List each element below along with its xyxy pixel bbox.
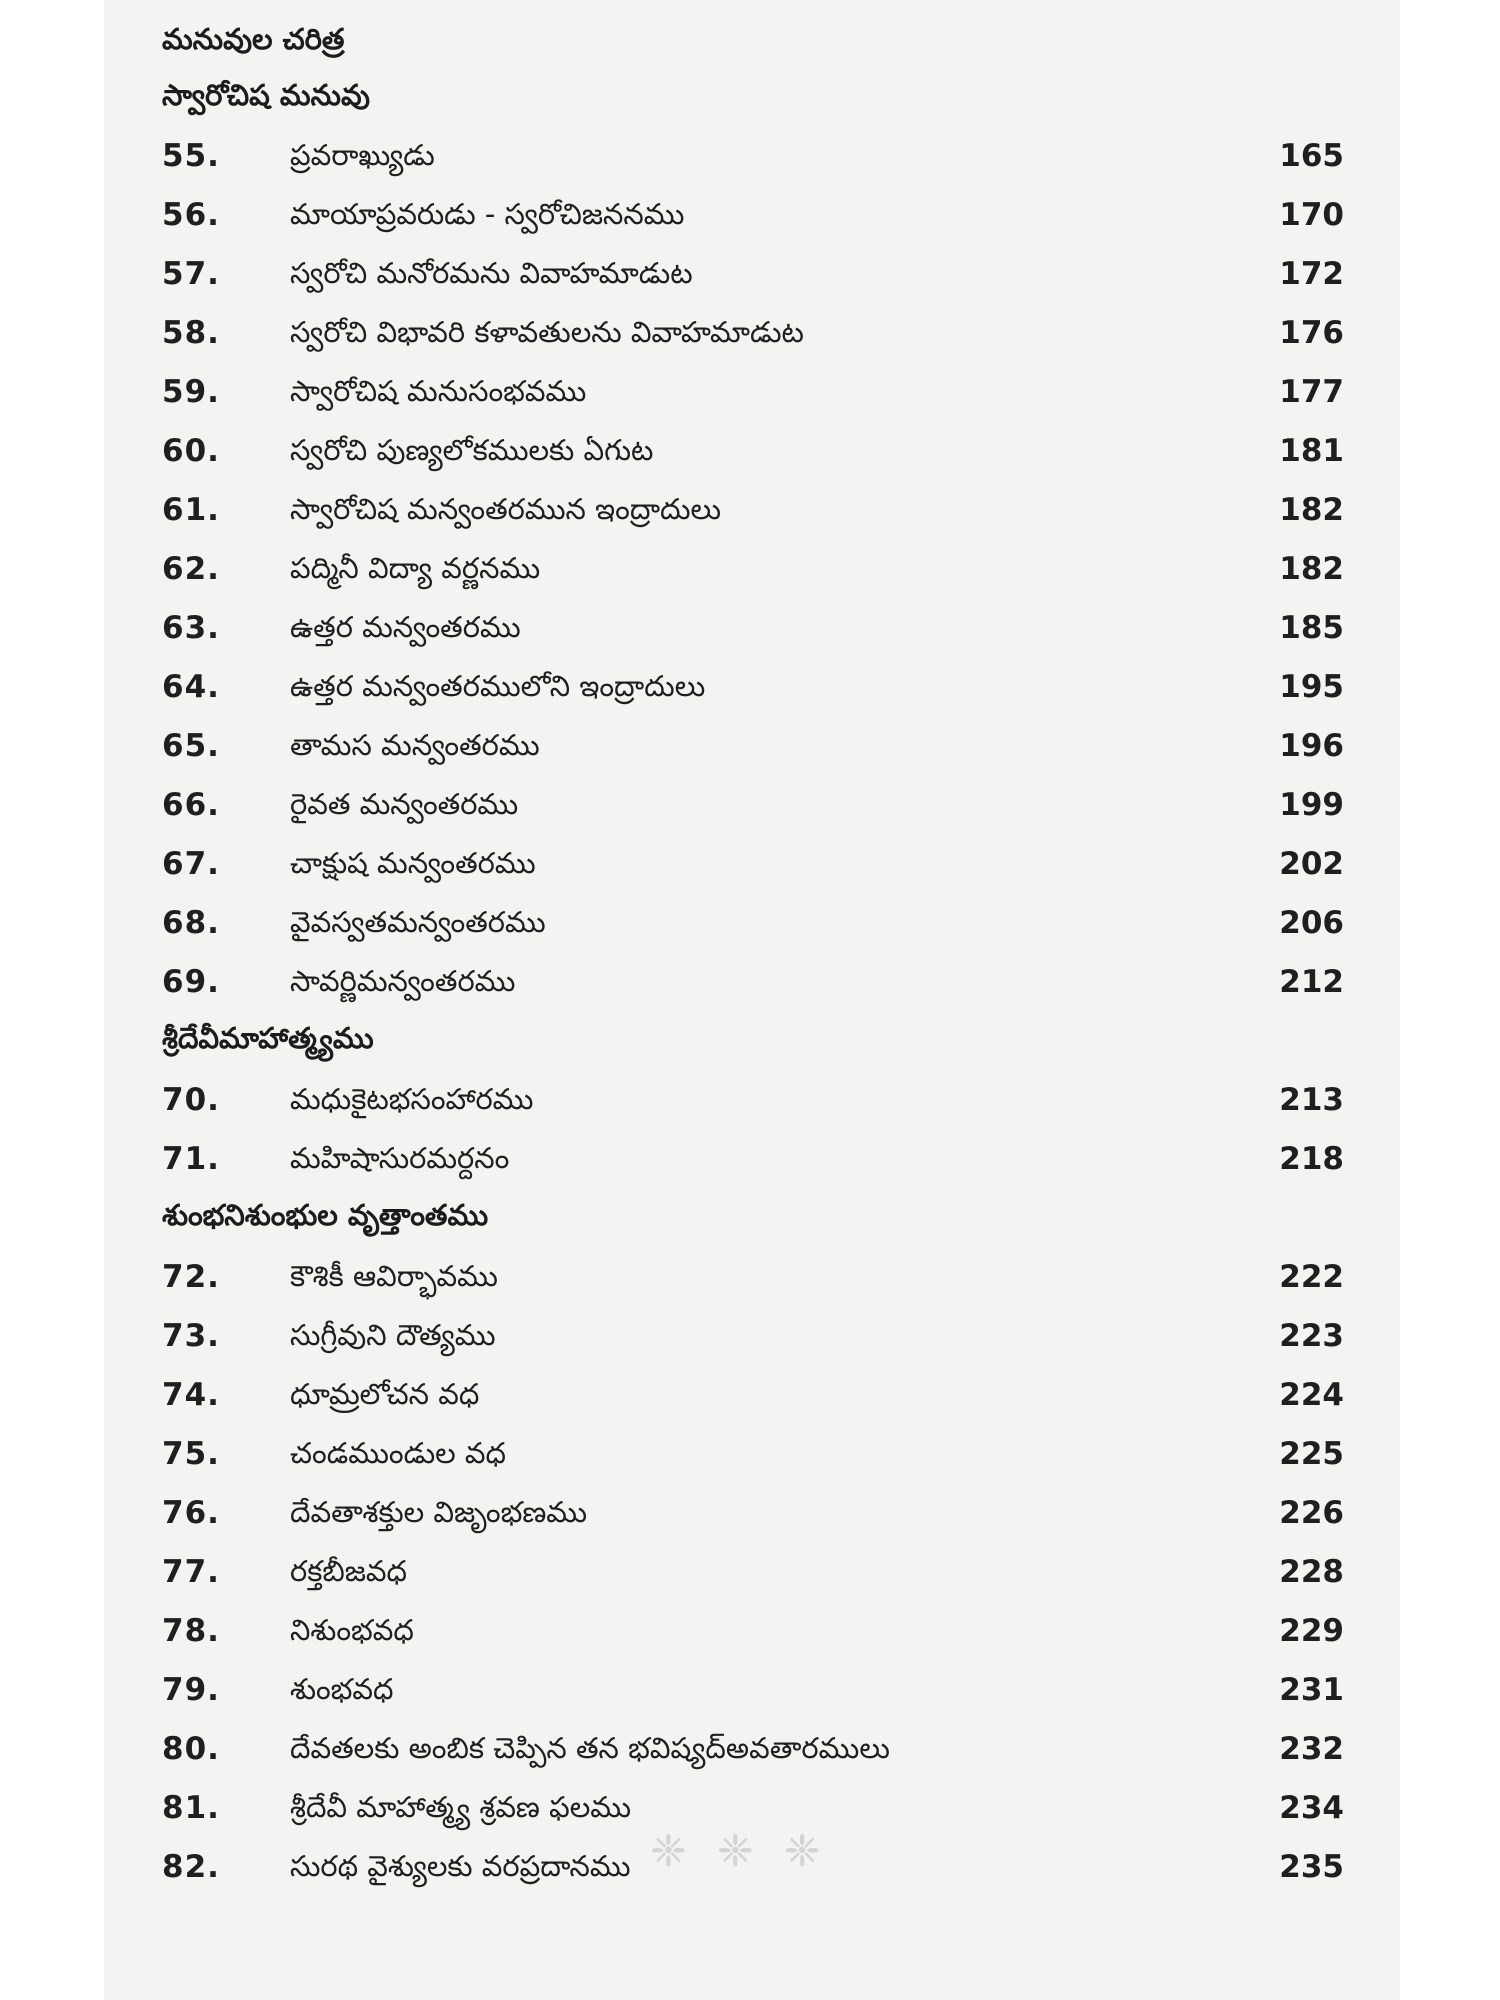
- entry-title: స్వారోచిష మన్వంతరమున ఇంద్రాదులు: [290, 492, 722, 526]
- section-heading-swarochisha: స్వారోచిష మనువు: [162, 78, 370, 112]
- entry-title: స్వరోచి పుణ్యలోకములకు ఏగుట: [290, 433, 654, 467]
- entry-title: వైవస్వతమన్వంతరము: [290, 905, 546, 939]
- entry-number: 78.: [162, 1613, 220, 1649]
- entry-number: 60.: [162, 433, 220, 469]
- section-heading-shumbha: శుంభనిశుంభుల వృత్తాంతము: [162, 1198, 489, 1232]
- entry-page: 235: [1279, 1849, 1344, 1885]
- entry-page: 206: [1279, 905, 1344, 941]
- entry-page: 218: [1279, 1141, 1344, 1177]
- entry-page: 213: [1279, 1082, 1344, 1118]
- toc-row: [104, 958, 1400, 1017]
- toc-row: [104, 1607, 1400, 1666]
- entry-page: 170: [1279, 197, 1344, 233]
- entry-page: 165: [1279, 138, 1344, 174]
- entry-number: 62.: [162, 551, 220, 587]
- section-heading-manuvula: మనువుల చరిత్ర: [162, 22, 345, 56]
- toc-row: [104, 1312, 1400, 1371]
- entry-number: 81.: [162, 1790, 220, 1826]
- entry-page: 224: [1279, 1377, 1344, 1413]
- entry-number: 58.: [162, 315, 220, 351]
- entry-number: 65.: [162, 728, 220, 764]
- entry-title: సావర్ణిమన్వంతరము: [290, 964, 516, 998]
- entry-number: 75.: [162, 1436, 220, 1472]
- entry-page: 225: [1279, 1436, 1344, 1472]
- entry-title: శుంభవధ: [290, 1672, 394, 1706]
- entry-page: 185: [1279, 610, 1344, 646]
- toc-row: [104, 486, 1400, 545]
- entry-title: మాయాప్రవరుడు - స్వరోచిజననము: [290, 197, 685, 231]
- toc-row: [104, 1430, 1400, 1489]
- toc-row: [104, 899, 1400, 958]
- entry-title: ధూమ్రలోచన వధ: [290, 1377, 480, 1411]
- toc-row: [104, 663, 1400, 722]
- ornament-mark: ❈ ❈ ❈: [650, 1826, 829, 1877]
- toc-row: [104, 191, 1400, 250]
- entry-page: 222: [1279, 1259, 1344, 1295]
- entry-number: 57.: [162, 256, 220, 292]
- section-heading-devi: శ్రీదేవీమాహాత్మ్యము: [162, 1021, 374, 1055]
- entry-page: 176: [1279, 315, 1344, 351]
- toc-row: [104, 545, 1400, 604]
- entry-page: 231: [1279, 1672, 1344, 1708]
- entry-title: రక్తబీజవధ: [290, 1554, 407, 1588]
- entry-number: 70.: [162, 1082, 220, 1118]
- toc-row: [104, 1135, 1400, 1194]
- entry-title: దేవతలకు అంబిక చెప్పిన తన భవిష్యద్అవతారములు: [290, 1731, 890, 1765]
- toc-row: [104, 781, 1400, 840]
- toc-row: [104, 1253, 1400, 1312]
- entry-title: స్వారోచిష మనుసంభవము: [290, 374, 587, 408]
- entry-title: ఉత్తర మన్వంతరము: [290, 610, 521, 644]
- toc-row: [104, 250, 1400, 309]
- toc-row: [104, 427, 1400, 486]
- entry-title: స్వరోచి విభావరి కళావతులను వివాహమాడుట: [290, 315, 804, 349]
- toc-row: [104, 309, 1400, 368]
- entry-page: 182: [1279, 551, 1344, 587]
- entry-number: 59.: [162, 374, 220, 410]
- entry-number: 61.: [162, 492, 220, 528]
- entry-title: సురథ వైశ్యులకు వరప్రదానము: [290, 1849, 631, 1883]
- entry-page: 226: [1279, 1495, 1344, 1531]
- toc-row: [104, 132, 1400, 191]
- toc-row: [104, 604, 1400, 663]
- entry-page: 229: [1279, 1613, 1344, 1649]
- toc-row: [104, 1843, 1400, 1902]
- entry-page: 181: [1279, 433, 1344, 469]
- toc-row: [104, 840, 1400, 899]
- entry-page: 182: [1279, 492, 1344, 528]
- toc-row: [104, 1548, 1400, 1607]
- entry-number: 63.: [162, 610, 220, 646]
- entry-title: చండముండుల వధ: [290, 1436, 506, 1470]
- entry-page: 195: [1279, 669, 1344, 705]
- entry-number: 77.: [162, 1554, 220, 1590]
- entry-title: నిశుంభవధ: [290, 1613, 414, 1647]
- entry-title: తామస మన్వంతరము: [290, 728, 540, 762]
- entry-number: 82.: [162, 1849, 220, 1885]
- entry-page: 212: [1279, 964, 1344, 1000]
- entry-title: పద్మినీ విద్యా వర్ణనము: [290, 551, 541, 585]
- toc-row: [104, 1371, 1400, 1430]
- toc-row: [104, 1489, 1400, 1548]
- entry-number: 72.: [162, 1259, 220, 1295]
- entry-page: 199: [1279, 787, 1344, 823]
- book-page: [104, 0, 1400, 2000]
- entry-number: 69.: [162, 964, 220, 1000]
- toc-row: [104, 1784, 1400, 1843]
- toc-row: [104, 368, 1400, 427]
- entry-number: 76.: [162, 1495, 220, 1531]
- entry-number: 68.: [162, 905, 220, 941]
- entry-title: చాక్షుష మన్వంతరము: [290, 846, 536, 880]
- toc-row: [104, 1076, 1400, 1135]
- entry-title: కౌశికీ ఆవిర్భావము: [290, 1259, 498, 1293]
- entry-page: 232: [1279, 1731, 1344, 1767]
- entry-title: రైవత మన్వంతరము: [290, 787, 519, 821]
- entry-title: మధుకైటభసంహారము: [290, 1082, 534, 1116]
- entry-number: 71.: [162, 1141, 220, 1177]
- entry-number: 66.: [162, 787, 220, 823]
- entry-page: 223: [1279, 1318, 1344, 1354]
- entry-page: 196: [1279, 728, 1344, 764]
- entry-title: శ్రీదేవీ మాహాత్మ్య శ్రవణ ఫలము: [290, 1790, 632, 1824]
- entry-number: 73.: [162, 1318, 220, 1354]
- entry-page: 172: [1279, 256, 1344, 292]
- entry-page: 177: [1279, 374, 1344, 410]
- entry-number: 67.: [162, 846, 220, 882]
- entry-number: 64.: [162, 669, 220, 705]
- toc-row: [104, 1666, 1400, 1725]
- entry-page: 202: [1279, 846, 1344, 882]
- entry-page: 228: [1279, 1554, 1344, 1590]
- toc-row: [104, 1725, 1400, 1784]
- entry-number: 74.: [162, 1377, 220, 1413]
- entry-title: ప్రవరాఖ్యుడు: [290, 138, 435, 172]
- toc-row: [104, 722, 1400, 781]
- entry-title: స్వరోచి మనోరమను వివాహమాడుట: [290, 256, 693, 290]
- entry-page: 234: [1279, 1790, 1344, 1826]
- entry-title: ఉత్తర మన్వంతరములోని ఇంద్రాదులు: [290, 669, 706, 703]
- entry-number: 80.: [162, 1731, 220, 1767]
- entry-title: మహిషాసురమర్దనం: [290, 1141, 510, 1175]
- entry-title: దేవతాశక్తుల విజృంభణము: [290, 1495, 588, 1529]
- entry-number: 56.: [162, 197, 220, 233]
- entry-number: 55.: [162, 138, 220, 174]
- entry-number: 79.: [162, 1672, 220, 1708]
- entry-title: సుగ్రీవుని దౌత్యము: [290, 1318, 496, 1352]
